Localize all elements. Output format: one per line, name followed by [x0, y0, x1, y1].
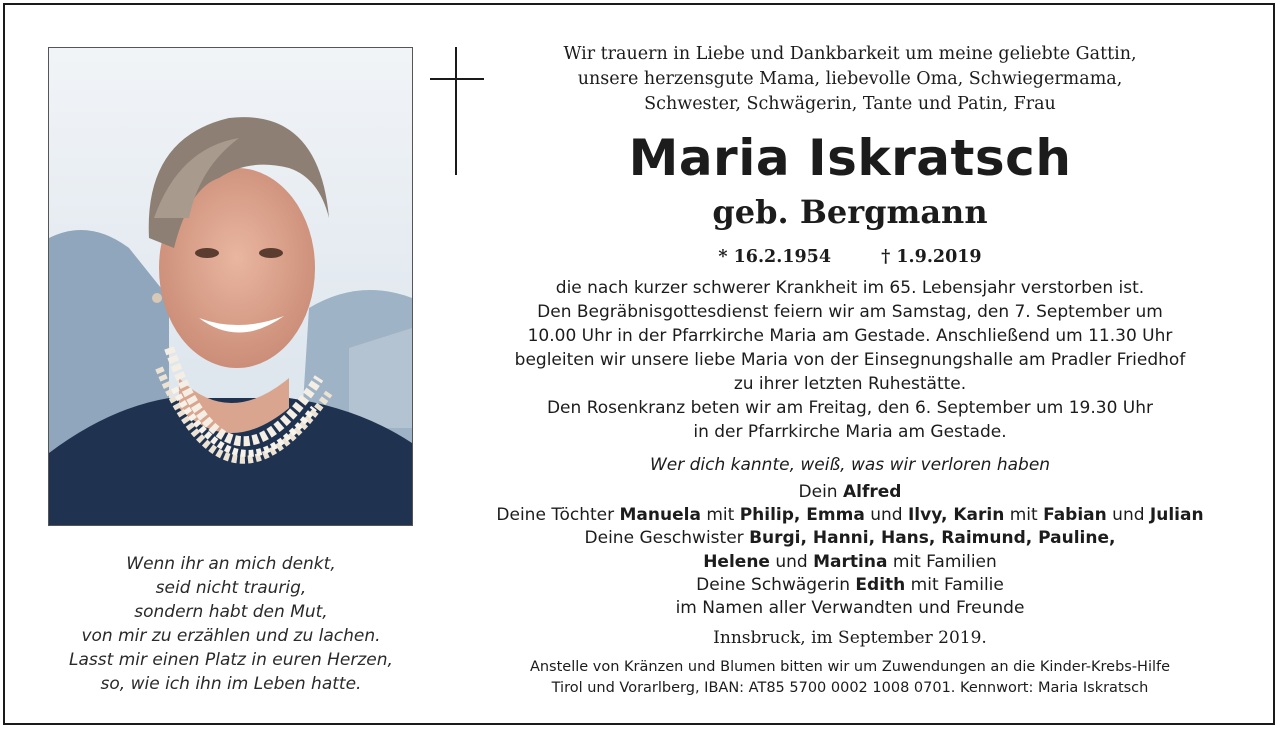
poem-line: seid nicht traurig,	[155, 578, 307, 598]
maiden-name: geb. Bergmann	[712, 193, 988, 231]
mourner-line: Helene und Martina mit Familien	[703, 551, 997, 572]
poem-line: so, wie ich ihn im Leben hatte.	[100, 674, 362, 694]
intro-line: Wir trauern in Liebe und Dankbarkeit um meine geliebte Gattin,	[563, 44, 1137, 64]
mourners-list	[455, 481, 1245, 620]
body-line: Den Rosenkranz beten wir am Freitag, den 6. September um 19.30 Uhr	[546, 398, 1154, 418]
memorial-poem	[35, 552, 427, 696]
body-line: zu ihrer letzten Ruhestätte.	[733, 374, 967, 394]
poem-line: sondern habt den Mut,	[134, 602, 328, 622]
death-date: † 1.9.2019	[881, 247, 982, 267]
birth-date: * 16.2.1954	[718, 247, 832, 267]
mourner-line: Deine Schwägerin Edith mit Familie	[696, 574, 1004, 595]
body-line: begleiten wir unsere liebe Maria von der Einsegnungshalle am Pradler Friedhof	[514, 350, 1186, 370]
poem-line: Lasst mir einen Platz in euren Herzen,	[69, 650, 393, 670]
donation-line: Tirol und Vorarlberg, IBAN: AT85 5700 0002 1008 0701. Kennwort: Maria Iskratsch	[551, 680, 1149, 696]
service-details	[455, 276, 1245, 444]
body-line: in der Pfarrkirche Maria am Gestade.	[693, 422, 1007, 442]
intro-line: unsere herzensgute Mama, liebevolle Oma, Schwiegermama,	[577, 69, 1123, 89]
body-line: die nach kurzer schwerer Krankheit im 65. Lebensjahr verstorben ist.	[555, 278, 1145, 298]
intro-text	[455, 42, 1245, 117]
donation-line: Anstelle von Kränzen und Blumen bitten wir um Zuwendungen an die Kinder-Krebs-Hilfe	[529, 659, 1171, 675]
donation-note	[455, 657, 1245, 699]
mourner-line: Deine Geschwister Burgi, Hanni, Hans, Raimund, Pauline,	[584, 528, 1116, 549]
body-line: 10.00 Uhr in der Pfarrkirche Maria am Gestade. Anschließend um 11.30 Uhr	[527, 326, 1173, 346]
mourner-line: Dein Alfred	[798, 482, 902, 502]
memorial-quote: Wer dich kannte, weiß, was wir verloren haben	[649, 455, 1051, 475]
deceased-name: Maria Iskratsch	[628, 129, 1072, 187]
life-dates	[455, 245, 1245, 269]
poem-line: Wenn ihr an mich denkt,	[126, 554, 336, 574]
mourner-line: Deine Töchter Manuela mit Philip, Emma und Ilvy, Karin mit Fabian und Julian	[496, 505, 1204, 526]
portrait-photo	[48, 47, 413, 526]
mourner-line: im Namen aller Verwandten und Freunde	[675, 598, 1025, 619]
portrait-illustration	[49, 48, 412, 525]
body-line: Den Begräbnisgottesdienst feiern wir am Samstag, den 7. September um	[537, 302, 1163, 322]
place-date: Innsbruck, im September 2019.	[713, 628, 987, 648]
intro-line: Schwester, Schwägerin, Tante und Patin, Frau	[644, 94, 1056, 114]
obituary-card	[3, 3, 1275, 725]
poem-line: von mir zu erzählen und zu lachen.	[81, 626, 381, 646]
